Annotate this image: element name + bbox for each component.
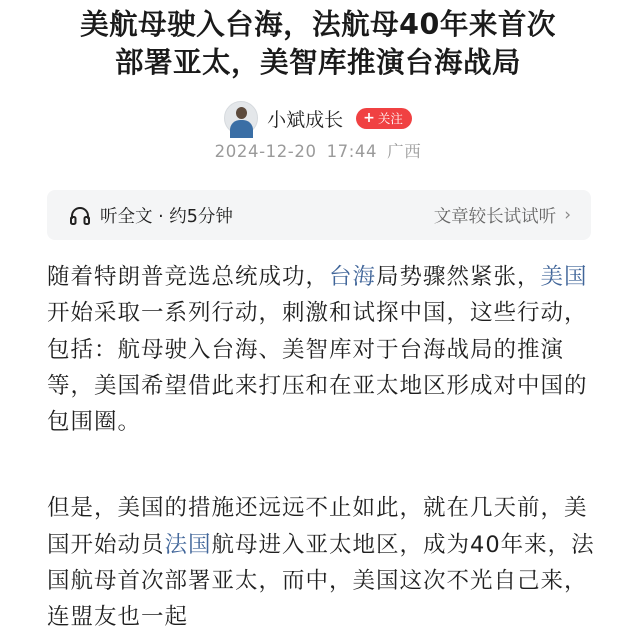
link-taihai[interactable]: 台海 (329, 264, 377, 290)
article-body (47, 259, 595, 636)
p2-text-2: 航母进入亚太地区，成为40年来，法国航母首次部署亚太，而中，美国这次不光自己来，连盟友也一起 (47, 531, 595, 631)
publish-date: 2024-12-20 (214, 142, 317, 161)
avatar-body-shape (230, 120, 253, 138)
author-name[interactable]: 小斌成长 (267, 108, 344, 131)
chevron-right-icon: › (564, 205, 571, 225)
p1-text-2: 局势骤然紧张， (376, 264, 541, 290)
publish-location: 广西 (387, 142, 422, 161)
listen-hint: 文章较长试试听 (433, 206, 557, 227)
plus-icon: + (363, 109, 375, 126)
publish-time: 17:44 (326, 142, 378, 161)
p2-text-1: 但是，美国的措施还远远不止如此，就在几天前，美国开始动员 (47, 495, 588, 558)
article-meta (0, 138, 636, 162)
article-title-line-1: 美航母驶入台海，法航母40年来首次 (80, 8, 556, 41)
listen-full-text-bar[interactable] (47, 190, 591, 240)
follow-button[interactable] (356, 108, 412, 129)
p1-text-3: 开始采取一系列行动，刺激和试探中国，这些行动，包括：航母驶入台海、美智库对于台海战局的推演等，美国希望借此来打压和在亚太地区形成对中国的包围圈。 (47, 300, 588, 436)
headphones-icon (69, 205, 91, 225)
article-title-line-2: 部署亚太，美智库推演台海战局 (114, 46, 521, 79)
avatar-head-shape (236, 107, 247, 119)
listen-label: 听全文 · 约5分钟 (100, 206, 233, 227)
paragraph-2 (47, 490, 595, 635)
listen-right[interactable] (434, 203, 571, 228)
link-faguo[interactable]: 法国 (164, 531, 212, 558)
author-avatar[interactable] (224, 101, 258, 135)
follow-label: 关注 (377, 110, 403, 126)
listen-left (69, 203, 233, 228)
author-row (0, 101, 636, 135)
link-meiguo[interactable]: 美国 (540, 264, 588, 290)
article-title (0, 6, 636, 82)
paragraph-1 (47, 259, 595, 440)
p1-text-1: 随着特朗普竞选总统成功， (47, 264, 330, 290)
